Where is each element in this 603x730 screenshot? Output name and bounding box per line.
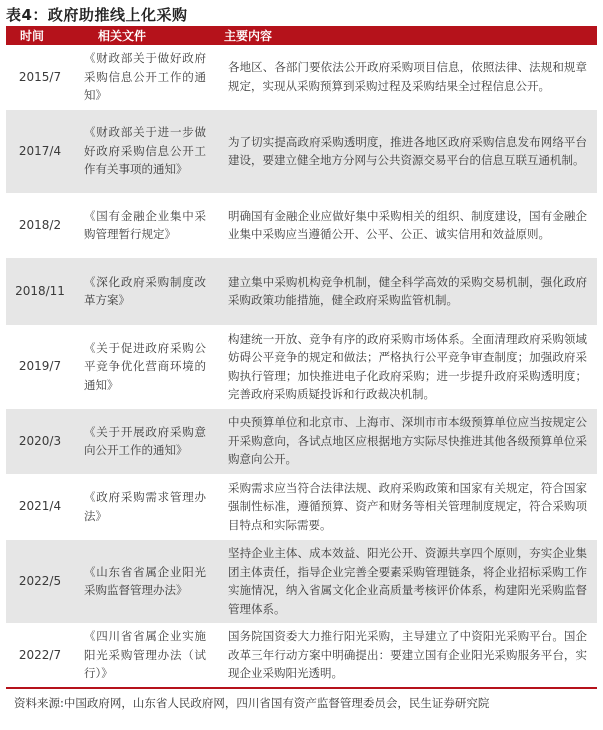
row-time: 2021/4 bbox=[6, 474, 74, 539]
table-row bbox=[6, 408, 597, 474]
table-row bbox=[6, 257, 597, 325]
table-row bbox=[6, 109, 597, 193]
row-file: 《深化政府采购制度改革方案》 bbox=[74, 257, 214, 325]
row-content: 建立集中采购机构竞争机制，健全科学高效的采购交易机制，强化政府采购政策功能措施，健全政府采购监管机制。 bbox=[214, 257, 597, 325]
row-file: 《山东省省属企业阳光采购监督管理办法》 bbox=[74, 539, 214, 623]
table-title: 表4：政府助推线上化采购 bbox=[6, 6, 188, 24]
row-file: 《政府采购需求管理办法》 bbox=[74, 474, 214, 539]
row-content: 采购需求应当符合法律法规、政府采购政策和国家有关规定，符合国家强制性标准，遵循预算、资产和财务等相关管理制度规定，符合采购项目特点和实际需要。 bbox=[214, 474, 597, 539]
table-row bbox=[6, 623, 597, 687]
table-row bbox=[6, 45, 597, 109]
row-time: 2022/7 bbox=[6, 623, 74, 687]
row-file: 《关于促进政府采购公平竞争优化营商环境的通知》 bbox=[74, 325, 214, 408]
row-time: 2015/7 bbox=[6, 45, 74, 109]
row-time: 2018/2 bbox=[6, 193, 74, 257]
table-row bbox=[6, 325, 597, 408]
row-time: 2017/4 bbox=[6, 109, 74, 193]
row-file: 《关于开展政府采购意向公开工作的通知》 bbox=[74, 408, 214, 474]
source-note: 资料来源:中国政府网，山东省人民政府网，四川省国有资产监督管理委员会，民生证券研究院 bbox=[14, 696, 490, 710]
row-time: 2022/5 bbox=[6, 539, 74, 623]
row-content: 坚持企业主体、成本效益、阳光公开、资源共享四个原则，夯实企业集团主体责任，指导企业完善全要素采购管理链条，将企业招标采购工作实施情况，纳入省属文化企业高质量考核评价体系，构建阳光采购监督管理体系。 bbox=[214, 539, 597, 623]
table-header-row bbox=[6, 26, 597, 45]
row-content: 明确国有金融企业应做好集中采购相关的组织、制度建设，国有金融企业集中采购应当遵循公开、公平、公正、诚实信用和效益原则。 bbox=[214, 193, 597, 257]
row-content: 构建统一开放、竞争有序的政府采购市场体系。全面清理政府采购领域妨碍公平竞争的规定和做法；严格执行公平竞争审查制度；加强政府采购执行管理；加快推进电子化政府采购；进一步提升政府采购透明度；完善政府采购质疑投诉和行政裁决机制。 bbox=[214, 325, 597, 408]
row-file: 《财政部关于做好政府采购信息公开工作的通知》 bbox=[74, 45, 214, 109]
table-row bbox=[6, 474, 597, 539]
row-content: 中央预算单位和北京市、上海市、深圳市市本级预算单位应当按规定公开采购意向，各试点地区应根据地方实际尽快推进其他各级预算单位采购意向公开。 bbox=[214, 408, 597, 474]
row-time: 2019/7 bbox=[6, 325, 74, 408]
row-time: 2020/3 bbox=[6, 408, 74, 474]
row-time: 2018/11 bbox=[6, 257, 74, 325]
row-content: 为了切实提高政府采购透明度，推进各地区政府采购信息发布网络平台建设，要建立健全地方分网与公共资源交易平台的信息互联互通机制。 bbox=[214, 109, 597, 193]
header-file: 相关文件 bbox=[74, 26, 214, 45]
row-file: 《财政部关于进一步做好政府采购信息公开工作有关事项的通知》 bbox=[74, 109, 214, 193]
table-row bbox=[6, 193, 597, 257]
header-content: 主要内容 bbox=[214, 26, 597, 45]
table-row bbox=[6, 539, 597, 623]
table-bottom-rule bbox=[6, 687, 597, 689]
policy-table bbox=[6, 26, 597, 688]
row-file: 《四川省省属企业实施阳光采购管理办法（试行）》 bbox=[74, 623, 214, 687]
row-content: 国务院国资委大力推行阳光采购，主导建立了中资阳光采购平台。国企改革三年行动方案中明确提出：要建立国有企业阳光采购服务平台，实现企业采购阳光透明。 bbox=[214, 623, 597, 687]
header-time: 时间 bbox=[6, 26, 74, 45]
row-content: 各地区、各部门要依法公开政府采购项目信息，依照法律、法规和规章规定，实现从采购预算到采购过程及采购结果全过程信息公开。 bbox=[214, 45, 597, 109]
row-file: 《国有金融企业集中采购管理暂行规定》 bbox=[74, 193, 214, 257]
